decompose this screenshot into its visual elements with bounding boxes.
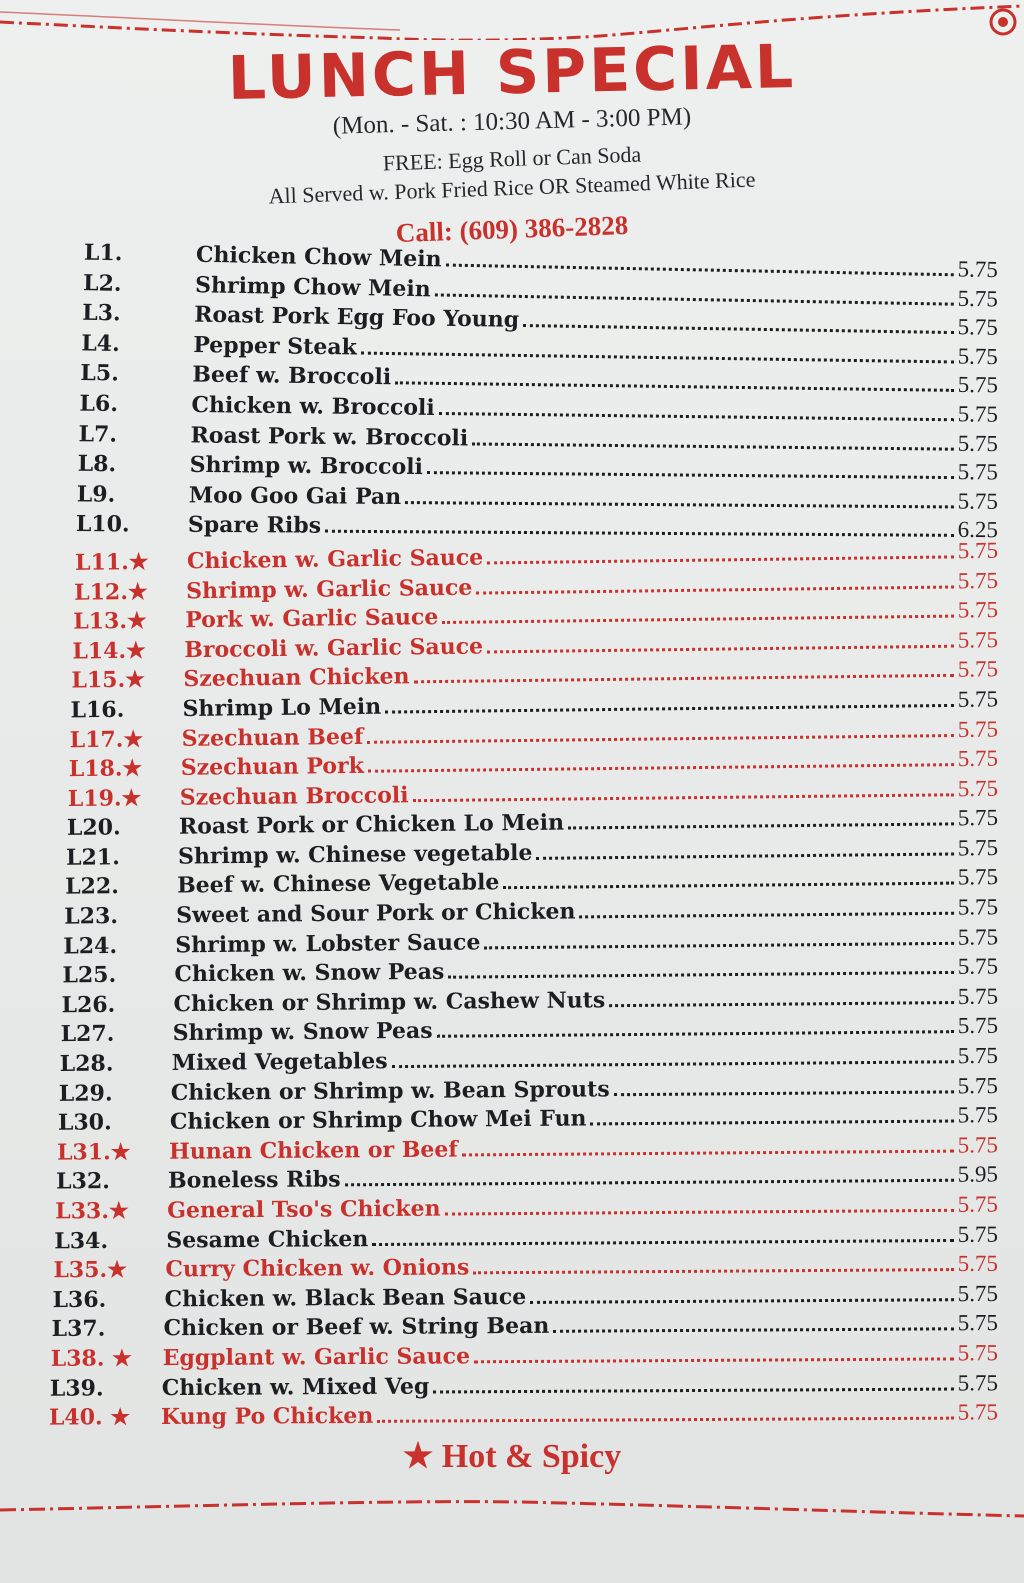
item-code: L35.★ [53, 1256, 127, 1283]
item-code: L22. [65, 873, 120, 900]
item-code: L36. [52, 1286, 107, 1313]
item-name: Roast Pork or Chicken Lo Mein [178, 809, 565, 840]
item-code: L6. [79, 390, 119, 417]
item-name: Shrimp Chow Mein [194, 271, 431, 302]
leader-dots [474, 1357, 954, 1363]
item-name: Chicken w. Snow Peas [174, 958, 445, 988]
item-name: Chicken or Shrimp w. Bean Sprouts [170, 1075, 610, 1106]
leader-dots [437, 1030, 954, 1038]
item-price: 5.75 [957, 1369, 999, 1395]
item-name: Boneless Ribs [168, 1166, 341, 1194]
item-name: Roast Pork w. Broccoli [190, 421, 469, 451]
leader-dots [413, 793, 954, 802]
item-price: 5.75 [957, 953, 999, 979]
item-code: L11.★ [74, 548, 149, 576]
item-code: L34. [54, 1227, 109, 1254]
leader-dots [414, 674, 954, 684]
item-code: L5. [80, 359, 120, 387]
item-code: L27. [60, 1020, 115, 1048]
item-code: L40. ★ [48, 1403, 131, 1431]
item-name: Curry Chicken w. Onions [165, 1254, 470, 1283]
phone-number: Call: (609) 386-2828 [395, 209, 629, 249]
menu-list [48, 239, 999, 1431]
item-name: Kung Po Chicken [160, 1402, 374, 1430]
item-code: L33.★ [55, 1197, 129, 1225]
item-name: Spare Ribs [187, 511, 322, 539]
item-price: 5.75 [957, 1012, 999, 1039]
item-code: L28. [59, 1050, 114, 1077]
item-name: Hunan Chicken or Beef [168, 1135, 458, 1165]
item-name: Shrimp w. Snow Peas [172, 1017, 433, 1047]
item-code: L23. [64, 902, 119, 930]
item-name: Pepper Steak [193, 331, 357, 360]
item-code: L32. [56, 1168, 110, 1195]
item-price: 5.75 [957, 487, 999, 514]
item-name: Shrimp w. Chinese vegetable [177, 839, 533, 870]
leader-dots [536, 852, 953, 859]
item-price: 5.75 [957, 864, 999, 890]
item-code: L16. [70, 696, 125, 723]
leader-dots [476, 585, 954, 594]
leader-dots [580, 911, 954, 918]
leader-dots [523, 324, 954, 334]
item-name: Shrimp w. Broccoli [189, 451, 424, 480]
item-price: 5.75 [957, 1072, 999, 1098]
item-name: Szechuan Beef [181, 722, 364, 752]
item-price: 5.75 [957, 656, 999, 682]
item-name: General Tso's Chicken [167, 1195, 441, 1224]
leader-dots [405, 500, 954, 507]
item-price: 5.75 [957, 313, 999, 340]
item-code: L15.★ [71, 666, 146, 694]
item-price: 5.75 [957, 1399, 999, 1425]
item-code: L30. [57, 1109, 112, 1136]
item-code: L3. [82, 299, 121, 327]
item-price: 5.75 [957, 834, 999, 860]
leader-dots [385, 703, 954, 713]
item-name: Szechuan Broccoli [179, 781, 409, 811]
item-price: 5.75 [957, 715, 999, 742]
item-code: L13.★ [73, 607, 147, 635]
item-code: L7. [78, 420, 118, 447]
leader-dots [367, 733, 953, 743]
item-name: Chicken or Beef w. String Bean [163, 1312, 550, 1342]
item-name: Broccoli w. Garlic Sauce [184, 632, 484, 663]
item-name: Beef w. Broccoli [192, 361, 392, 391]
item-price: 5.75 [957, 893, 999, 920]
item-code: L12.★ [73, 577, 148, 605]
page-title: LUNCH SPECIAL [227, 32, 797, 114]
item-price: 5.75 [957, 983, 999, 1009]
item-price: 5.75 [957, 1280, 999, 1306]
leader-dots [591, 1119, 954, 1125]
item-price: 5.75 [957, 1131, 999, 1157]
leader-dots [392, 1060, 954, 1068]
hot-spicy-legend: ★ Hot & Spicy [402, 1438, 622, 1475]
leader-dots [445, 1208, 954, 1215]
leader-dots [433, 1387, 953, 1393]
item-code: L18.★ [68, 754, 143, 782]
item-name: Shrimp w. Garlic Sauce [185, 573, 473, 604]
leader-dots [462, 1149, 954, 1156]
item-price: 6.25 [957, 516, 999, 543]
item-name: Shrimp w. Lobster Sauce [175, 928, 481, 958]
item-name: Chicken or Shrimp Chow Mei Fun [169, 1105, 587, 1135]
leader-dots [472, 442, 954, 450]
item-price: 5.75 [957, 1220, 999, 1247]
leader-dots [448, 971, 953, 979]
menu-item [48, 1396, 998, 1431]
item-name: Chicken Chow Mein [195, 241, 442, 273]
item-price: 5.75 [957, 1042, 999, 1068]
served-with-text: All Served w. Pork Fried Rice OR Steamed White Rice [268, 166, 756, 209]
item-code: L31.★ [56, 1138, 131, 1166]
item-code: L26. [61, 991, 116, 1018]
item-name: Roast Pork Egg Foo Young [193, 301, 520, 333]
item-name: Moo Goo Gai Pan [188, 481, 402, 510]
item-name: Sesame Chicken [166, 1225, 369, 1253]
hours-text: (Mon. - Sat. : 10:30 AM - 3:00 PM) [332, 103, 692, 140]
leader-dots [614, 1090, 954, 1096]
item-price: 5.75 [957, 685, 999, 712]
leader-dots [427, 471, 954, 479]
leader-dots [484, 941, 953, 949]
item-price: 5.75 [957, 567, 999, 593]
leader-dots [372, 1238, 954, 1245]
item-code: L25. [62, 961, 117, 989]
leader-dots [439, 412, 954, 421]
item-price: 5.95 [957, 1161, 999, 1187]
item-name: Pork w. Garlic Sauce [185, 603, 439, 633]
item-price: 5.75 [957, 1309, 999, 1336]
item-price: 5.75 [957, 371, 999, 398]
item-name: Chicken w. Black Bean Sauce [164, 1283, 527, 1312]
item-code: L29. [58, 1079, 113, 1107]
item-price: 5.75 [957, 596, 999, 623]
leader-dots [568, 822, 954, 829]
item-name: Chicken w. Garlic Sauce [186, 544, 484, 574]
item-code: L20. [66, 814, 121, 841]
leader-dots [530, 1298, 954, 1304]
leader-dots [609, 1000, 954, 1006]
item-price: 5.75 [957, 1191, 999, 1217]
item-code: L37. [51, 1315, 106, 1342]
leader-dots [442, 614, 953, 623]
item-price: 5.75 [957, 458, 999, 485]
item-price: 5.75 [957, 429, 999, 456]
leader-dots [395, 381, 954, 392]
item-price: 5.75 [957, 1101, 999, 1128]
item-name: Sweet and Sour Pork or Chicken [176, 898, 576, 929]
item-price: 5.75 [957, 400, 999, 427]
item-code: L24. [63, 932, 118, 959]
leader-dots [368, 763, 954, 773]
item-name: Beef w. Chinese Vegetable [176, 869, 500, 899]
item-code: L4. [81, 329, 120, 357]
item-price: 5.75 [957, 1339, 999, 1365]
item-code: L21. [65, 843, 120, 871]
item-price: 5.75 [957, 626, 999, 652]
item-name: Chicken w. Mixed Veg [161, 1372, 430, 1401]
item-name: Chicken w. Broccoli [191, 391, 435, 421]
item-name: Eggplant w. Garlic Sauce [162, 1342, 471, 1371]
leader-dots [345, 1179, 954, 1187]
item-code: L17.★ [69, 725, 144, 753]
bottom-ornament-border [0, 1494, 1024, 1534]
leader-dots [553, 1327, 953, 1333]
item-price: 5.75 [957, 1250, 999, 1276]
item-price: 5.75 [957, 284, 999, 311]
leader-dots [487, 555, 954, 564]
item-code: L8. [77, 450, 117, 477]
item-name: Szechuan Pork [180, 752, 365, 781]
item-code: L19.★ [67, 784, 142, 812]
leader-dots [473, 1268, 953, 1274]
free-offer-text: FREE: Egg Roll or Can Soda [382, 141, 642, 176]
item-name: Chicken or Shrimp w. Cashew Nuts [173, 986, 606, 1017]
leader-dots [377, 1416, 953, 1422]
item-code: L14.★ [72, 636, 146, 664]
item-code: L1. [83, 239, 123, 266]
item-price: 5.75 [957, 775, 999, 801]
item-code: L9. [76, 480, 116, 508]
item-price: 5.75 [957, 745, 999, 771]
leader-dots [503, 882, 953, 890]
item-price: 5.75 [957, 537, 999, 563]
item-name: Shrimp Lo Mein [182, 693, 382, 722]
item-name: Mixed Vegetables [171, 1047, 388, 1076]
item-price: 5.75 [957, 923, 999, 950]
item-price: 5.75 [957, 255, 999, 282]
item-code: L39. [49, 1374, 104, 1401]
item-price: 5.75 [957, 804, 999, 831]
item-code: L2. [82, 269, 122, 297]
leader-dots [487, 644, 954, 653]
item-price: 5.75 [957, 342, 999, 369]
item-code: L10. [75, 510, 130, 538]
item-code: L38. ★ [50, 1344, 132, 1372]
item-name: Szechuan Chicken [183, 663, 410, 692]
